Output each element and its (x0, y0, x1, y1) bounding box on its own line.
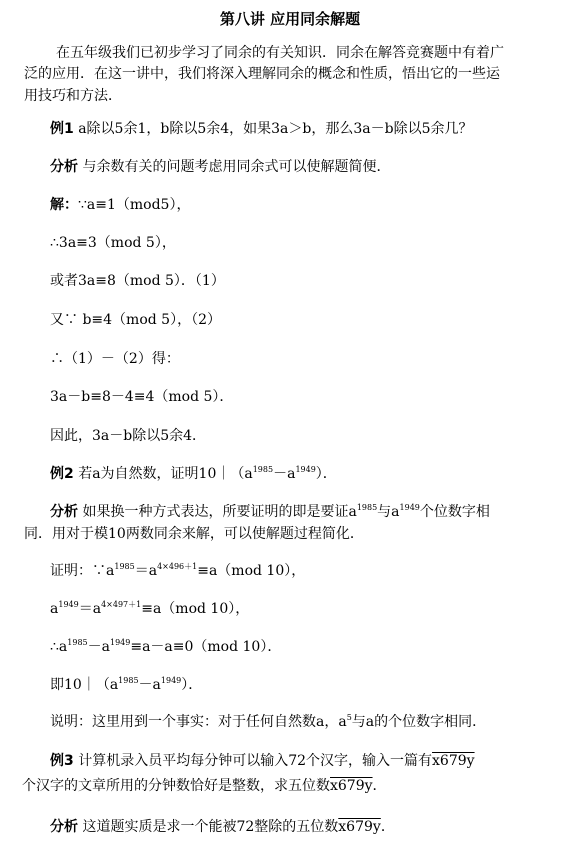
analysis-3-text: 这道题实质是求一个能被72整除的五位数 (82, 819, 339, 835)
overlined-number: x679y (432, 753, 475, 769)
overlined-number: x679y (338, 819, 381, 835)
exponent: 1985 (114, 562, 135, 571)
example-3-text: 计算机录入员平均每分钟可以输入72个汉字，输入一篇有 (78, 753, 433, 769)
example-1 (50, 120, 472, 138)
solution-line-6: 3a－b≡8－4≡4（mod 5）． (50, 389, 234, 405)
proof-text: ≡a（mod 10）， (197, 563, 306, 579)
note-text: 说明：这里用到一个事实：对于任何自然数a，a (50, 714, 347, 730)
exponent: 1949 (295, 465, 316, 474)
intro-line-2: 泛的应用．在这一讲中，我们将深入理解同余的概念和性质，悟出它的一些运 (24, 66, 500, 82)
note-line (50, 713, 486, 731)
analysis-2-text: 个位数字相 (419, 504, 490, 520)
exponent: 1985 (67, 638, 88, 647)
proof-text: ）． (181, 677, 203, 693)
exponent: 1949 (109, 638, 131, 647)
exponent: 1949 (399, 503, 420, 512)
proof-text: 证明：∵a (50, 563, 115, 579)
proof-text: ＝a (78, 601, 102, 617)
solution-line-5: ∴（1）－（2）得： (50, 351, 180, 367)
analysis-2-text: 如果换一种方式表达，所要证明的即是要证a (82, 504, 357, 520)
analysis-2-label: 分析 (50, 504, 78, 520)
exponent: 5 (346, 713, 352, 722)
exponent: 1985 (356, 503, 378, 512)
analysis-3-label: 分析 (50, 819, 78, 835)
solution-label: 解： (50, 197, 78, 213)
proof-text: ∴a (50, 639, 68, 655)
solution-line-7: 因此，3a－b除以5余4． (50, 428, 207, 444)
analysis-2-line-2: 同．用对于模10两数同余来解，可以使解题过程简化． (24, 526, 364, 542)
example-3-line-2 (22, 777, 387, 795)
proof-line-2 (50, 600, 249, 618)
analysis-2-text: 与a (377, 504, 400, 520)
exponent: 1985 (118, 676, 139, 685)
solution-line-1 (50, 196, 190, 214)
proof-text: 即10｜（a (50, 677, 119, 693)
solution-text-1: ∵a≡1（mod5）， (78, 197, 191, 213)
intro-line-3: 用技巧和方法． (24, 88, 122, 104)
page-title: 第八讲 应用同余解题 (219, 10, 361, 28)
exponent: 1985 (252, 465, 274, 474)
example-2-label: 例2 (50, 466, 74, 482)
analysis-3-text: ． (380, 819, 395, 835)
exponent: 4×496＋1 (157, 562, 198, 571)
proof-text: a (50, 601, 59, 617)
overlined-number: x679y (330, 778, 373, 794)
proof-line-1 (50, 562, 305, 580)
analysis-1-text: 与余数有关的问题考虑用同余式可以使解题简便． (82, 159, 391, 175)
proof-line-4 (50, 676, 202, 694)
intro-line-1: 在五年级我们已初步学习了同余的有关知识．同余在解答竞赛题中有着广 (56, 45, 504, 61)
proof-text: ≡a（mod 10）， (141, 601, 250, 617)
analysis-2-line-1 (50, 503, 490, 521)
proof-text: ≡a－a≡0（mod 10）． (130, 639, 282, 655)
example-2-text: －a (273, 466, 296, 482)
proof-line-3 (50, 638, 281, 656)
proof-text: ＝a (134, 563, 158, 579)
exponent: 1949 (58, 600, 79, 609)
analysis-3 (50, 818, 395, 836)
example-1-label: 例1 (50, 121, 74, 137)
example-1-text: a除以5余1，b除以5余4，如果3a＞b，那么3a－b除以5余几？ (78, 121, 473, 137)
analysis-1-label: 分析 (50, 159, 78, 175)
proof-text: －a (87, 639, 110, 655)
solution-line-4: 又∵ b≡4（mod 5），（2） (50, 312, 221, 328)
example-3-text: 个汉字的文章所用的分钟数恰好是整数，求五位数 (22, 778, 330, 794)
solution-line-3: 或者3a≡8（mod 5）．（1） (50, 273, 225, 289)
note-text: 与a的个位数字相同． (351, 714, 487, 730)
example-3-line-1 (50, 752, 475, 770)
example-2-text: ）． (315, 466, 337, 482)
analysis-1 (50, 158, 390, 176)
example-2 (50, 465, 337, 483)
solution-line-2: ∴3a≡3（mod 5）， (50, 235, 176, 251)
exponent: 1949 (160, 676, 182, 685)
example-3-text: ． (372, 778, 387, 794)
example-2-text: 若a为自然数，证明10｜（a (78, 466, 253, 482)
proof-text: －a (138, 677, 161, 693)
example-3-label: 例3 (50, 753, 74, 769)
exponent: 4×497＋1 (101, 600, 142, 609)
